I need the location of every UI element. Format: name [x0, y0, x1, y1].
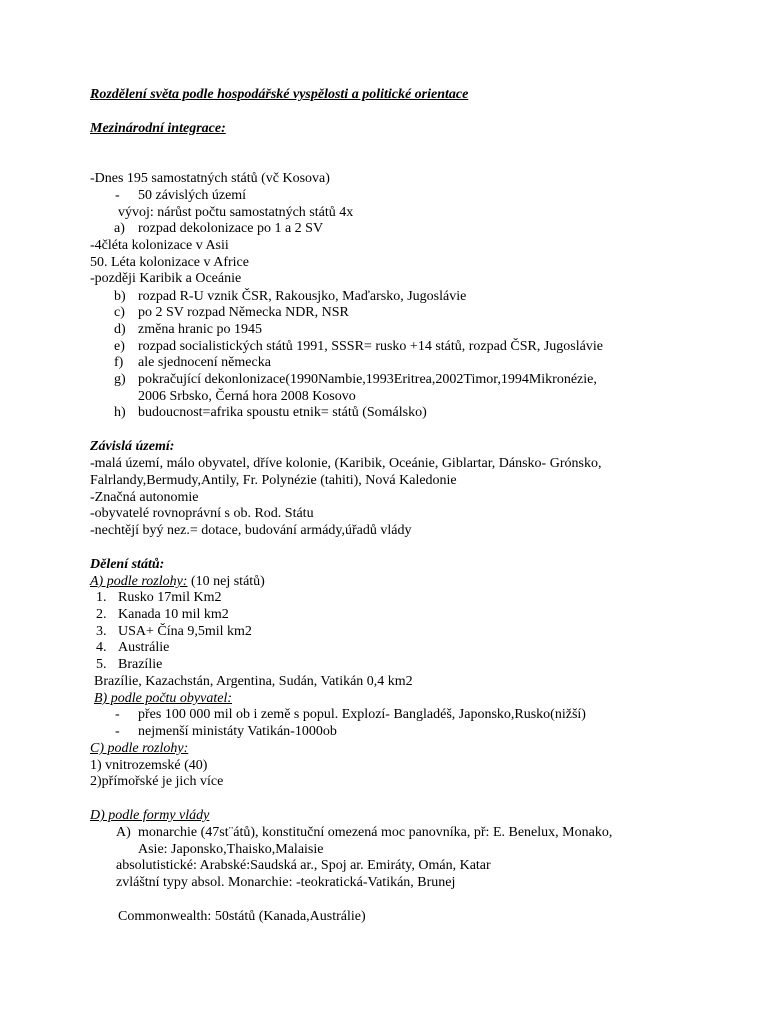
list-marker: g): [114, 372, 126, 387]
paragraph-line: Falrlandy,Bermudy,Antily, Fr. Polynézie (tahiti), Nová Kaledonie: [90, 473, 457, 488]
list-marker: -: [115, 724, 120, 739]
ranked-number: 1.: [96, 590, 107, 605]
list-item: 1) vnitrozemské (40): [90, 758, 208, 773]
list-marker: e): [114, 339, 125, 354]
paragraph-line: absolutistické: Arabské:Saudská ar., Spoj ar. Emiráty, Omán, Katar: [116, 858, 491, 873]
list-item-continuation: Asie: Japonsko,Thaisko,Malaisie: [138, 842, 324, 857]
subsection-line: [90, 574, 265, 591]
area-rest-line: Brazílie, Kazachstán, Argentina, Sudán, Vatikán 0,4 km2: [94, 674, 413, 689]
list-marker: -: [115, 188, 120, 203]
intro-line: -Dnes 195 samostatných států (vč Kosova): [90, 171, 330, 186]
intro-line: vývoj: nárůst počtu samostatných států 4x: [118, 205, 354, 220]
paragraph-line: Commonwealth: 50států (Kanada,Austrálie): [118, 909, 366, 924]
section-heading-dependent: Závislá území:: [90, 439, 175, 454]
intro-line: -později Karibik a Oceánie: [90, 271, 242, 286]
section-heading-integration: Mezinárodní integrace:: [90, 121, 226, 136]
subsection-heading-population: B) podle počtu obyvatel:: [94, 691, 233, 706]
list-item: rozpad R-U vznik ČSR, Rakousjko, Maďarsko, Jugoslávie: [138, 289, 467, 304]
intro-line: 50 závislých území: [138, 188, 247, 203]
ranked-item: Austrálie: [118, 640, 170, 655]
ranked-number: 4.: [96, 640, 107, 655]
ranked-number: 3.: [96, 624, 107, 639]
list-item: monarchie (47st¨átů), konstituční omezená moc panovníka, př: E. Benelux, Monako,: [138, 825, 613, 840]
paragraph-line: -obyvatelé rovnoprávní s ob. Rod. Státu: [90, 506, 314, 521]
document-title: Rozdělení světa podle hospodářské vyspělosti a politické orientace: [90, 87, 469, 102]
ranked-item: USA+ Čína 9,5mil km2: [118, 624, 252, 639]
intro-line: 50. Léta kolonizace v Africe: [90, 255, 249, 270]
ranked-number: 2.: [96, 607, 107, 622]
subsection-heading-area-2: C) podle rozlohy:: [90, 741, 189, 756]
paragraph-line: -malá území, málo obyvatel, dříve kolonie, (Karibik, Oceánie, Giblartar, Dánsko- Grónsko,: [90, 456, 602, 471]
list-item: nejmenší ministáty Vatikán-1000ob: [138, 724, 337, 739]
paragraph-line: -nechtějí byý nez.= dotace, budování armády,úřadů vlády: [90, 523, 412, 538]
ranked-item: Rusko 17mil Km2: [118, 590, 222, 605]
paragraph-line: -Značná autonomie: [90, 490, 199, 505]
list-marker: d): [114, 322, 126, 337]
list-marker: c): [114, 305, 125, 320]
list-marker: f): [114, 355, 124, 370]
list-marker: A): [116, 825, 131, 840]
list-item: rozpad dekolonizace po 1 a 2 SV: [138, 221, 324, 236]
list-item: pokračující dekonlonizace(1990Nambie,1993Eritrea,2002Timor,1994Mikronézie,: [138, 372, 597, 387]
list-item: přes 100 000 mil ob i země s popul. Explozí- Bangladéš, Japonsko,Rusko(nižší): [138, 707, 586, 722]
list-marker: -: [115, 707, 120, 722]
list-item: rozpad socialistických států 1991, SSSR= rusko +14 států, rozpad ČSR, Jugoslávie: [138, 339, 603, 354]
ranked-item: Kanada 10 mil km2: [118, 607, 229, 622]
list-marker: a): [114, 221, 125, 236]
list-item: ale sjednocení německa: [138, 355, 271, 370]
list-item: změna hranic po 1945: [138, 322, 263, 337]
list-marker: b): [114, 289, 126, 304]
ranked-item: Brazílie: [118, 657, 163, 672]
subsection-note: (10 nej států): [187, 574, 265, 589]
list-item: po 2 SV rozpad Německa NDR, NSR: [138, 305, 349, 320]
ranked-number: 5.: [96, 657, 107, 672]
subsection-heading-area: A) podle rozlohy:: [90, 574, 188, 589]
paragraph-line: zvláštní typy absol. Monarchie: -teokratická-Vatikán, Brunej: [116, 875, 456, 890]
intro-line: -4čléta kolonizace v Asii: [90, 238, 229, 253]
list-item: budoucnost=afrika spoustu etnik= států (Somálsko): [138, 405, 427, 420]
subsection-heading-government: D) podle formy vlády: [90, 808, 210, 823]
list-item-continuation: 2006 Srbsko, Černá hora 2008 Kosovo: [138, 389, 356, 404]
section-heading-division: Dělení států:: [90, 557, 165, 572]
list-item: 2)přímořské je jich více: [90, 774, 224, 789]
list-marker: h): [114, 405, 126, 420]
